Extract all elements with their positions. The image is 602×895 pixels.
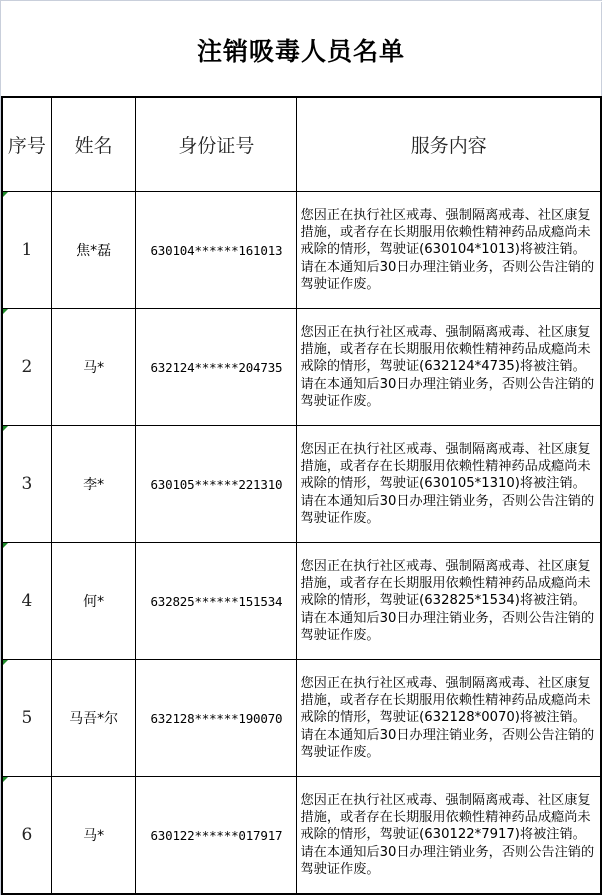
table-row <box>2 543 601 660</box>
cell-service[interactable]: 您因正在执行社区戒毒、强制隔离戒毒、社区康复措施，或者存在长期服用依赖性精神药品成瘾尚未戒除的情形，驾驶证(630104*1013)将被注销。请在本通知后30日办理注销业务，否则公告注销的驾驶证作废。 <box>297 192 601 309</box>
table-row <box>2 192 601 309</box>
cell-name[interactable]: 马* <box>51 777 136 895</box>
header-row <box>2 97 601 192</box>
cell-id-number[interactable]: 632128******190070 <box>136 660 297 777</box>
cell-id-number[interactable]: 630104******161013 <box>136 192 297 309</box>
cell-service[interactable]: 您因正在执行社区戒毒、强制隔离戒毒、社区康复措施，或者存在长期服用依赖性精神药品成瘾尚未戒除的情形，驾驶证(630105*1310)将被注销。请在本通知后30日办理注销业务，否则公告注销的驾驶证作废。 <box>297 426 601 543</box>
cell-index[interactable]: 3 <box>2 426 51 543</box>
table-row <box>2 777 601 895</box>
cell-name[interactable]: 马吾*尔 <box>51 660 136 777</box>
cell-index[interactable]: 6 <box>2 777 51 895</box>
table-row <box>2 426 601 543</box>
header-name[interactable]: 姓名 <box>51 97 136 192</box>
cell-id-number[interactable]: 632825******151534 <box>136 543 297 660</box>
cell-service[interactable]: 您因正在执行社区戒毒、强制隔离戒毒、社区康复措施，或者存在长期服用依赖性精神药品成瘾尚未戒除的情形，驾驶证(632128*0070)将被注销。请在本通知后30日办理注销业务，否则公告注销的驾驶证作废。 <box>297 660 601 777</box>
table-row <box>2 309 601 426</box>
page-title: 注销吸毒人员名单 <box>196 36 405 66</box>
cell-index[interactable]: 1 <box>2 192 51 309</box>
header-id-number[interactable]: 身份证号 <box>136 97 297 192</box>
header-index[interactable]: 序号 <box>2 97 51 192</box>
title-cell[interactable] <box>1 2 602 97</box>
cell-index[interactable]: 4 <box>2 543 51 660</box>
cell-id-number[interactable]: 630105******221310 <box>136 426 297 543</box>
cell-id-number[interactable]: 630122******017917 <box>136 777 297 895</box>
header-service[interactable]: 服务内容 <box>297 97 601 192</box>
cell-index[interactable]: 5 <box>2 660 51 777</box>
cell-name[interactable]: 李* <box>51 426 136 543</box>
cell-name[interactable]: 马* <box>51 309 136 426</box>
deregistration-table <box>1 96 602 895</box>
cell-service[interactable]: 您因正在执行社区戒毒、强制隔离戒毒、社区康复措施，或者存在长期服用依赖性精神药品成瘾尚未戒除的情形，驾驶证(632124*4735)将被注销。请在本通知后30日办理注销业务，否则公告注销的驾驶证作废。 <box>297 309 601 426</box>
cell-name[interactable]: 焦*磊 <box>51 192 136 309</box>
table-row <box>2 660 601 777</box>
cell-service[interactable]: 您因正在执行社区戒毒、强制隔离戒毒、社区康复措施，或者存在长期服用依赖性精神药品成瘾尚未戒除的情形，驾驶证(630122*7917)将被注销。请在本通知后30日办理注销业务，否则公告注销的驾驶证作废。 <box>297 777 601 895</box>
cell-service[interactable]: 您因正在执行社区戒毒、强制隔离戒毒、社区康复措施，或者存在长期服用依赖性精神药品成瘾尚未戒除的情形，驾驶证(632825*1534)将被注销。请在本通知后30日办理注销业务，否则公告注销的驾驶证作废。 <box>297 543 601 660</box>
cell-name[interactable]: 何* <box>51 543 136 660</box>
cell-index[interactable]: 2 <box>2 309 51 426</box>
cell-id-number[interactable]: 632124******204735 <box>136 309 297 426</box>
